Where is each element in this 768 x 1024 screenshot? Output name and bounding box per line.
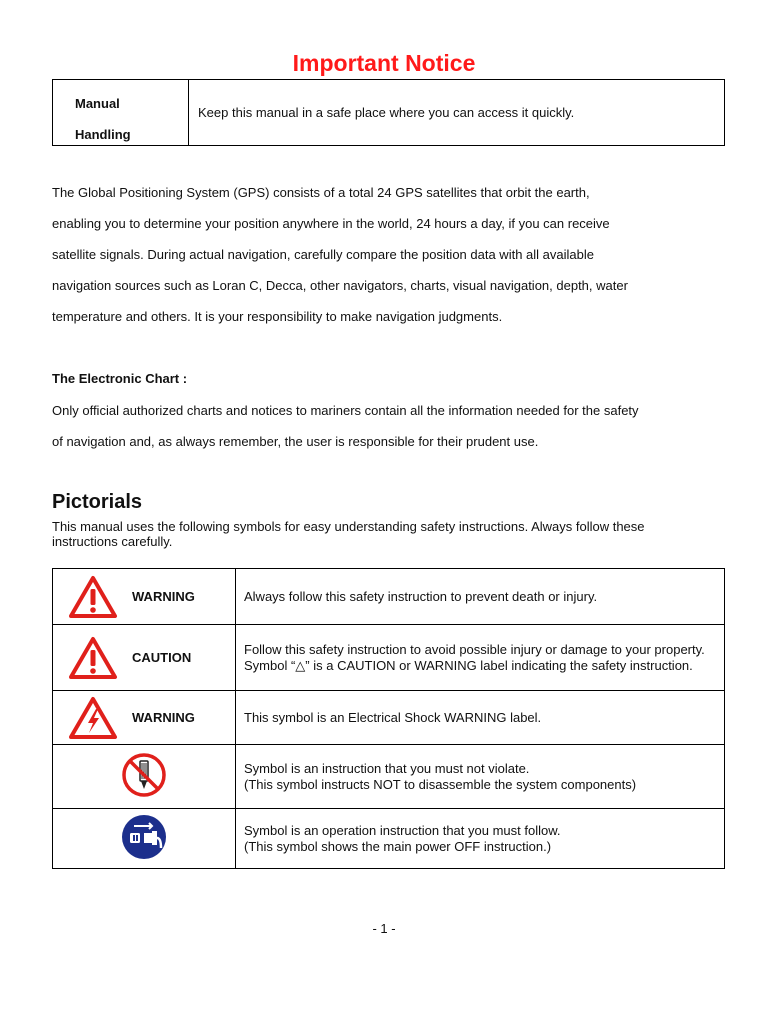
symbol-description: (This symbol instructs NOT to disassemble the system components) xyxy=(244,776,637,792)
gps-line: temperature and others. It is your responsibility to make navigation judgments. xyxy=(52,309,503,324)
chart-line: Only official authorized charts and notices to mariners contain all the information needed for the safety xyxy=(52,403,639,418)
electronic-chart-heading: The Electronic Chart : xyxy=(52,371,188,386)
symbol-label: CAUTION xyxy=(132,650,192,665)
electrical-shock-icon xyxy=(54,696,132,740)
symbol-description: Always follow this safety instruction to prevent death or injury. xyxy=(244,588,598,604)
gps-line: enabling you to determine your position anywhere in the world, 24 hours a day, if you can receive xyxy=(52,216,610,231)
gps-line: satellite signals. During actual navigation, carefully compare the position data with all available xyxy=(52,247,594,262)
symbols-table xyxy=(52,568,725,869)
table-row xyxy=(53,625,725,691)
warning-triangle-icon xyxy=(54,575,132,619)
symbol-label: WARNING xyxy=(132,710,195,725)
symbol-description: Symbol is an operation instruction that you must follow. xyxy=(244,822,561,838)
gps-paragraph xyxy=(52,177,732,332)
pictorials-intro: This manual uses the following symbols for easy understanding safety instructions. Always follow these instructions carefully. xyxy=(52,519,645,549)
symbol-label: WARNING xyxy=(132,589,195,604)
table-row xyxy=(53,691,725,745)
caution-triangle-icon xyxy=(54,636,132,680)
electronic-chart-paragraph xyxy=(52,395,732,457)
handling-label-line1: Manual xyxy=(75,96,120,111)
gps-line: The Global Positioning System (GPS) consists of a total 24 GPS satellites that orbit the earth, xyxy=(52,185,590,200)
handling-label xyxy=(53,80,189,145)
page-title: Important Notice xyxy=(292,50,476,76)
symbol-description: This symbol is an Electrical Shock WARNING label. xyxy=(244,709,542,725)
symbol-description: Follow this safety instruction to avoid possible injury or damage to your property. xyxy=(244,641,705,657)
symbol-description: Symbol “△” is a CAUTION or WARNING label indicating the safety instruction. xyxy=(244,657,693,673)
table-row xyxy=(53,809,725,869)
handling-text: Keep this manual in a safe place where you can access it quickly. xyxy=(198,105,575,120)
symbol-description: (This symbol shows the main power OFF instruction.) xyxy=(244,838,552,854)
chart-line: of navigation and, as always remember, the user is responsible for their prudent use. xyxy=(52,434,539,449)
handling-label-line2: Handling xyxy=(75,127,131,142)
manual-handling-box xyxy=(52,79,725,146)
gps-line: navigation sources such as Loran C, Decca, other navigators, charts, visual navigation, depth, water xyxy=(52,278,628,293)
table-row xyxy=(53,569,725,625)
page-number: - 1 - xyxy=(372,921,396,936)
symbol-description: Symbol is an instruction that you must not violate. xyxy=(244,760,530,776)
table-row xyxy=(53,745,725,809)
pictorials-heading: Pictorials xyxy=(52,491,143,513)
no-disassembly-icon xyxy=(120,751,168,802)
unplug-power-icon xyxy=(119,812,169,865)
